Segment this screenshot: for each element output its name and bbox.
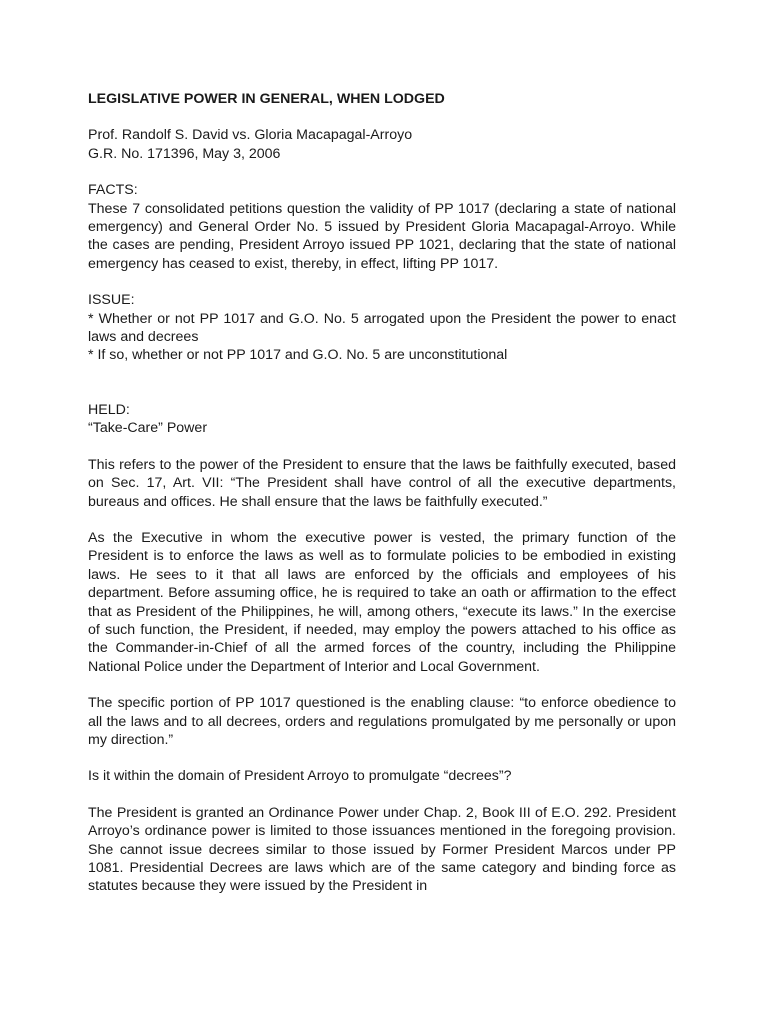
body-paragraph: The specific portion of PP 1017 questioned is the enabling clause: “to enforce obedience to all the laws and to all decrees, orders and regulations promulgated by me personally or upon my direction.” (88, 695, 676, 748)
issue-heading: ISSUE: (88, 292, 135, 309)
issue-section (88, 291, 676, 365)
case-header (88, 126, 676, 163)
held-heading: HELD: (88, 401, 130, 418)
held-section (88, 401, 676, 438)
held-subheading: “Take-Care” Power (88, 420, 208, 437)
document-title: LEGISLATIVE POWER IN GENERAL, WHEN LODGED (88, 91, 445, 107)
spacer (88, 383, 676, 401)
facts-heading: FACTS: (88, 182, 138, 199)
body-paragraph: This refers to the power of the President to ensure that the laws be faithfully executed, based on Sec. 17, Art. VII: “The President shall have control of all the executive departments, bureaus and offices. He shall ensure that the laws be faithfully executed.” (88, 456, 676, 510)
issue-item: * If so, whether or not PP 1017 and G.O. No. 5 are unconstitutional (88, 347, 508, 364)
body-paragraph: Is it within the domain of President Arroyo to promulgate “decrees”? (88, 768, 512, 785)
facts-text: These 7 consolidated petitions question the validity of PP 1017 (declaring a state of national emergency) and General Order No. 5 issued by President Gloria Macapagal-Arroyo. While the cases are pending, President Arroyo issued PP 1021, declaring that the state of national emergency has ceased to exist, thereby, in effect, lifting PP 1017. (88, 200, 676, 272)
body-paragraph: As the Executive in whom the executive power is vested, the primary function of the President is to enforce the laws as well as to formulate policies to be embodied in existing laws. He sees to it that all laws are enforced by the officials and employees of his department. Before assuming office, he is required to take an oath or affirmation to the effect that as President of the Philippines, he will, among others, “execute its laws.” In the exercise of such function, the President, if needed, may employ the powers attached to his office as the Commander-in-Chief of all the armed forces of the country, including the Philippine National Police under the Department of Interior and Local Government. (88, 529, 676, 675)
case-reference: G.R. No. 171396, May 3, 2006 (88, 145, 281, 162)
case-name: Prof. Randolf S. David vs. Gloria Macapagal-Arroyo (88, 127, 413, 144)
facts-section (88, 181, 676, 273)
document-page (88, 90, 676, 914)
body-paragraph: The President is granted an Ordinance Power under Chap. 2, Book III of E.O. 292. President Arroyo’s ordinance power is limited to those issuances mentioned in the foregoing provision. She cannot issue decrees similar to those issued by Former President Marcos under PP 1081. Presidential Decrees are laws which are of the same category and binding force as statutes because they were issued by the President in (88, 804, 676, 895)
issue-item: * Whether or not PP 1017 and G.O. No. 5 arrogated upon the President the power to enact laws and decrees (88, 310, 676, 346)
